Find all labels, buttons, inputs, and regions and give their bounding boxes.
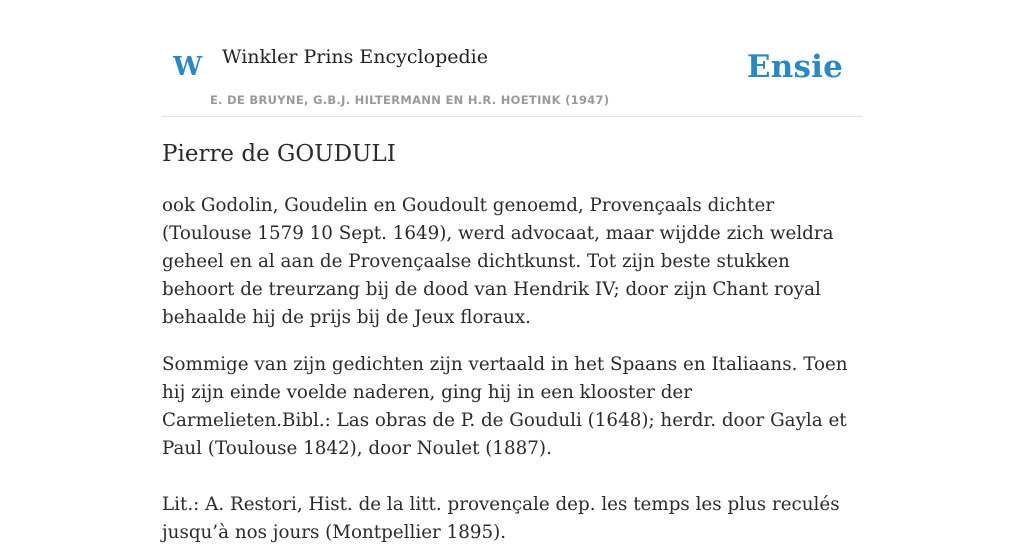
winkler-prins-logo[interactable]: W bbox=[173, 52, 203, 82]
article-body bbox=[162, 138, 862, 547]
article-title: Pierre de GOUDULI bbox=[162, 141, 396, 167]
article-paragraph: Sommige van zijn gedichten zijn vertaald in het Spaans en Italiaans. Toen hij zijn einde voelde naderen, ging hij in een klooster der Carmelieten.Bibl.: Las obras de P. de Gouduli (1648); herdr. door Gayla et Paul (Toulouse 1842), door Noulet (1887). bbox=[162, 354, 848, 459]
article-paragraph: ook Godolin, Goudelin en Goudoult genoemd, Provençaals dichter (Toulouse 1579 10 Sept. 1649), werd advocaat, maar wijdde zich weldra geheel en al aan de Provençaalse dichtkunst. Tot zijn beste stukken behoort de treurzang bij de dood van Hendrik IV; door zijn Chant royal behaalde hij de prijs bij de Jeux floraux. bbox=[162, 195, 834, 328]
literature-paragraph: Lit.: A. Restori, Hist. de la litt. provençale dep. les temps les plus reculés jusqu’à nos jours (Montpellier 1895). bbox=[162, 494, 840, 543]
authors-line: E. DE BRUYNE, G.B.J. HILTERMANN EN H.R. HOETINK (1947) bbox=[210, 93, 610, 107]
ensie-logo[interactable]: Ensie bbox=[746, 49, 843, 85]
site-header bbox=[162, 0, 862, 117]
encyclopedia-title[interactable]: Winkler Prins Encyclopedie bbox=[222, 46, 488, 68]
